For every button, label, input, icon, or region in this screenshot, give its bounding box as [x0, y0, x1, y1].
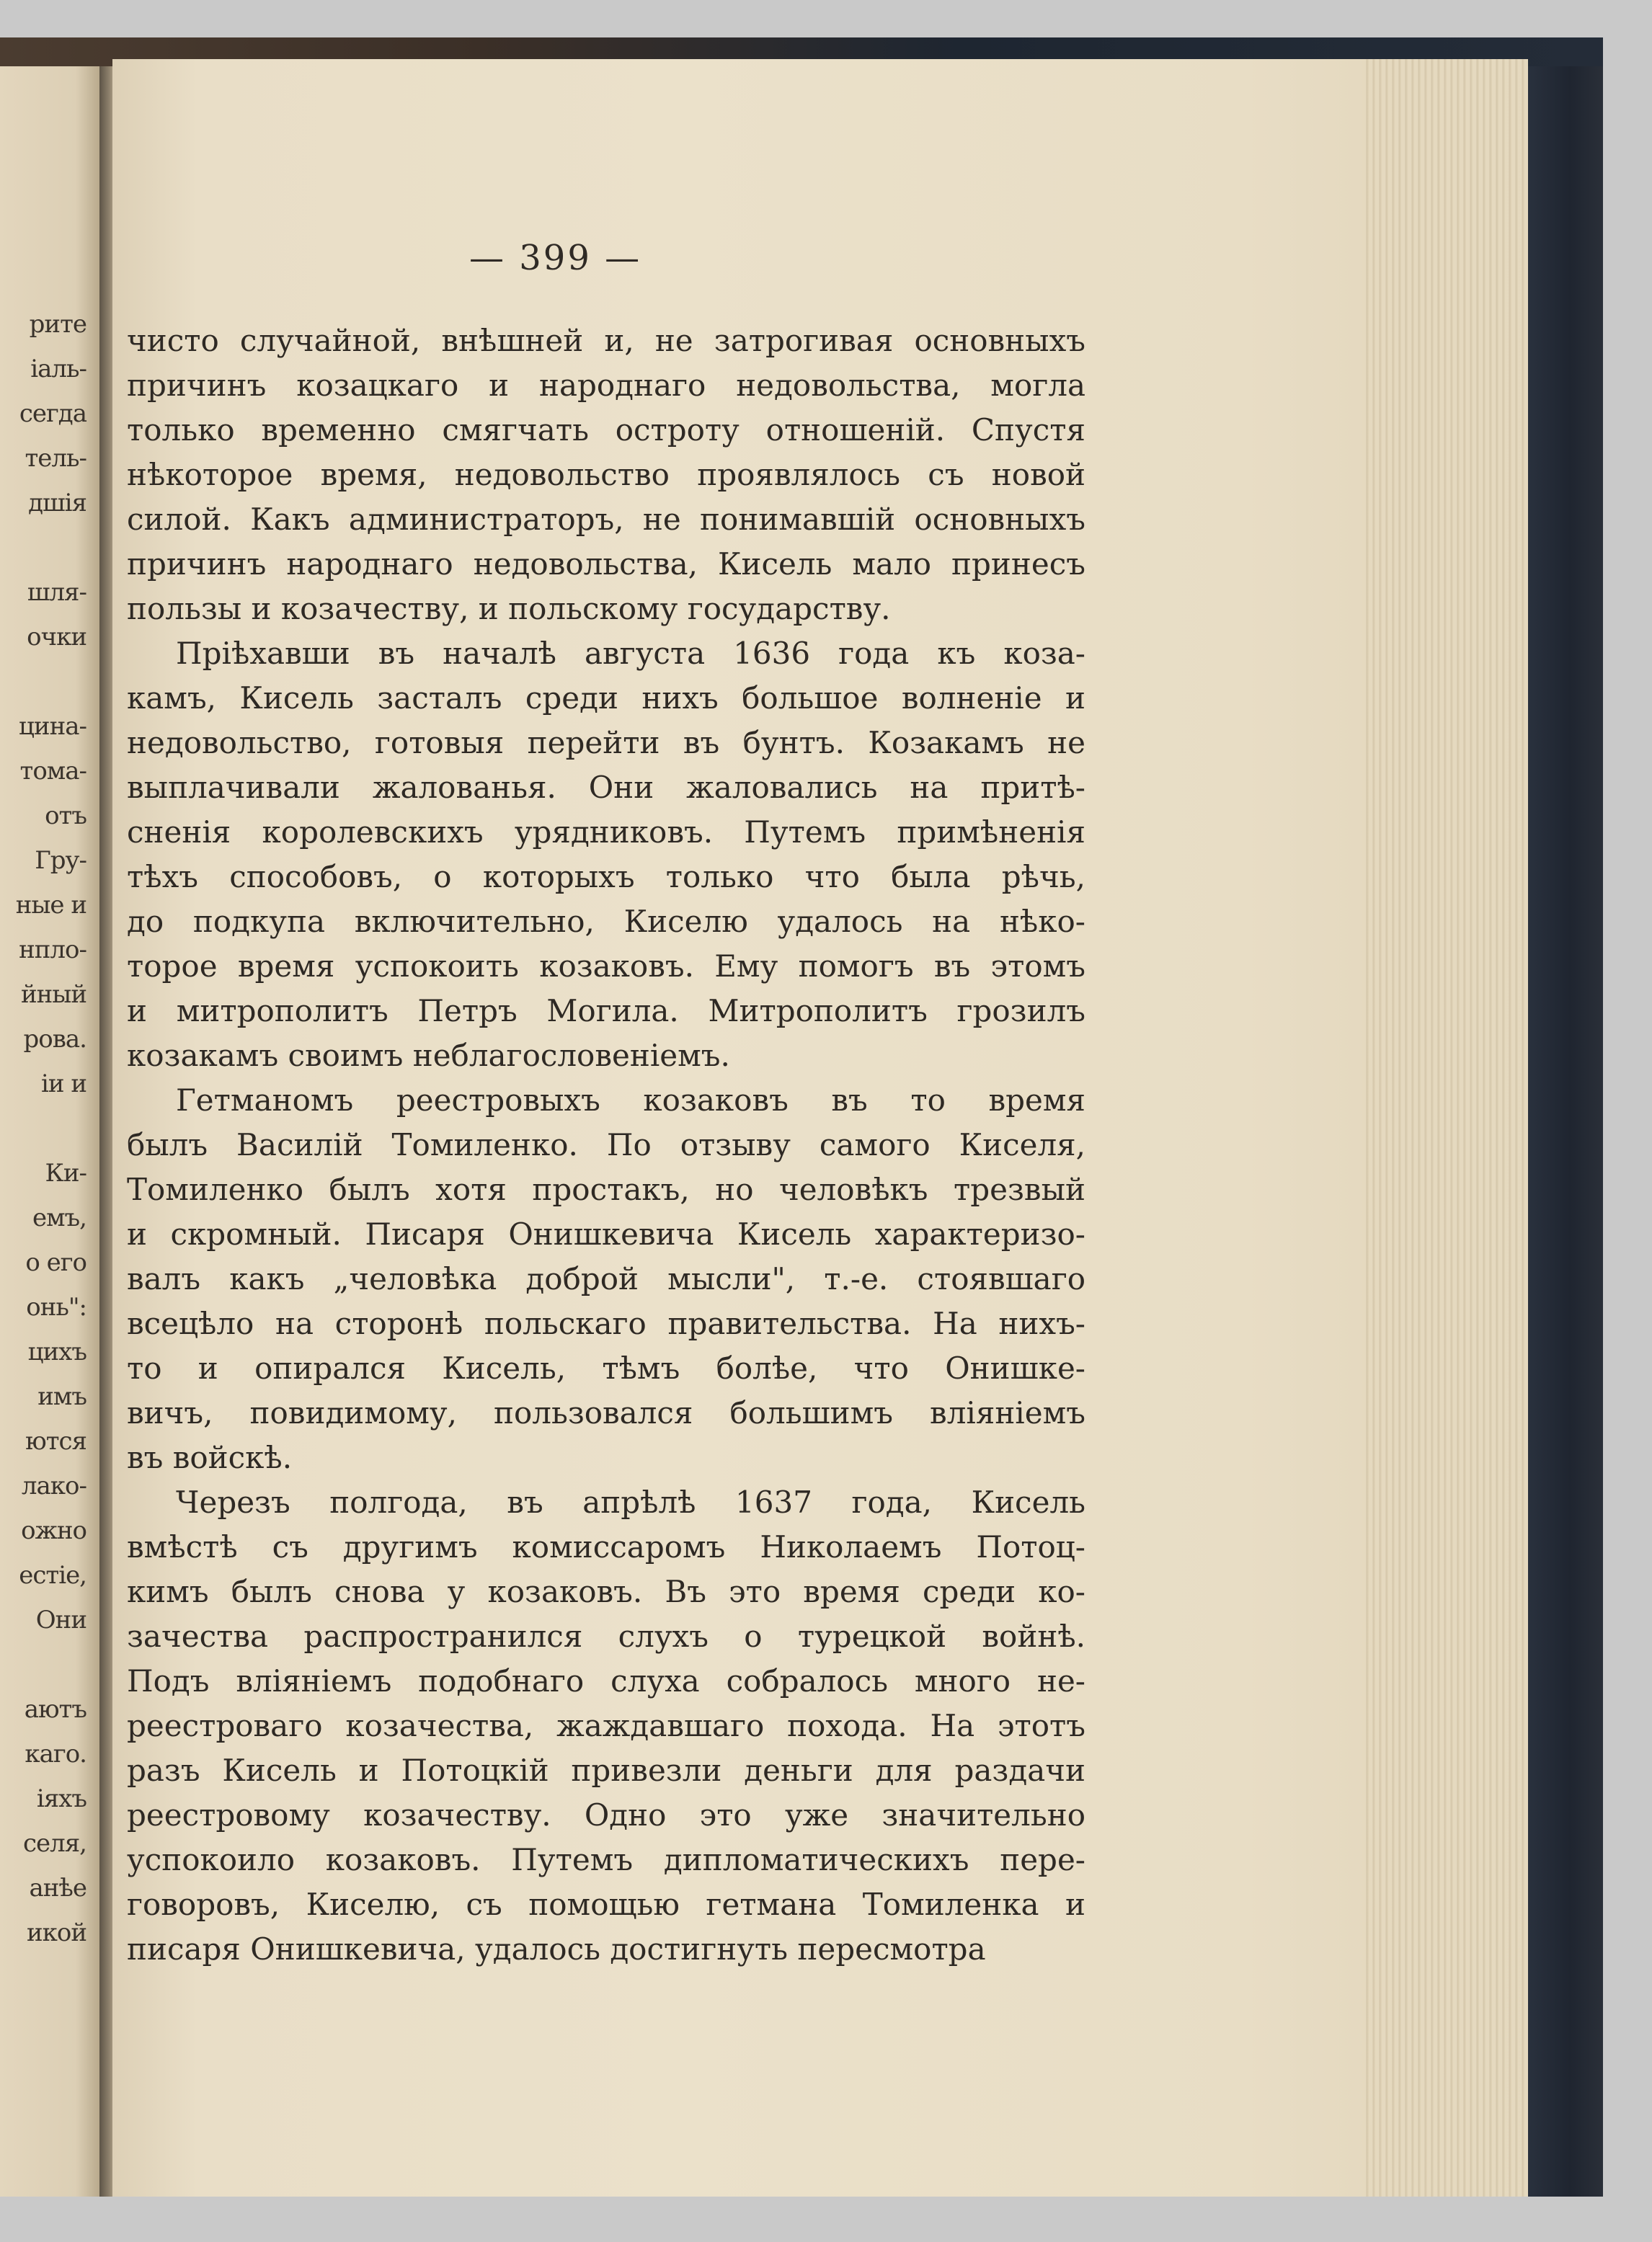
text-line: въ войскѣ.: [127, 1440, 293, 1475]
previous-page-fragment: естіе,: [19, 1561, 86, 1590]
text-line: вичъ, повидимому, пользовался большимъ вліяніемъ: [127, 1395, 1085, 1431]
previous-page-fragment: Они: [35, 1606, 86, 1634]
previous-page-fragment: сегда: [19, 399, 86, 428]
text-line: камъ, Кисель засталъ среди нихъ большое волненіе и: [127, 680, 1085, 716]
text-line: причинъ народнаго недовольства, Кисель мало принесъ: [127, 546, 1085, 582]
previous-page-fragment: ются: [25, 1427, 86, 1456]
previous-page-fragment: іаль-: [30, 355, 86, 383]
previous-page-fragment: цина-: [19, 712, 86, 741]
previous-page-fragment: тель-: [25, 444, 86, 473]
text-line: Подъ вліяніемъ подобнаго слуха собралось много не-: [127, 1663, 1085, 1699]
body-text: [127, 319, 1085, 1972]
previous-page-fragment: Гру-: [35, 846, 86, 875]
text-line: тѣхъ способовъ, о которыхъ только что была рѣчь,: [127, 859, 1085, 894]
text-line: разъ Кисель и Потоцкій привезли деньги для раздачи: [127, 1753, 1085, 1788]
text-line: до подкупа включительно, Киселю удалось на нѣко-: [127, 904, 1085, 939]
previous-page-fragment: имъ: [37, 1382, 86, 1411]
previous-page-fragment: цихъ: [27, 1338, 86, 1366]
text-line: только временно смягчать остроту отношеній. Спустя: [127, 412, 1085, 448]
text-line: причинъ козацкаго и народнаго недовольства, могла: [127, 368, 1085, 403]
text-line: то и опирался Кисель, тѣмъ болѣе, что Онишке-: [127, 1351, 1085, 1386]
previous-page-fragment: селя,: [22, 1829, 86, 1858]
previous-page-fragment: емъ,: [32, 1204, 86, 1232]
text-line: Черезъ полгода, въ апрѣлѣ 1637 года, Кисель: [176, 1485, 1085, 1520]
scan-background-right: [1521, 66, 1603, 2197]
text-line: Гетманомъ реестровыхъ козаковъ въ то время: [176, 1082, 1085, 1118]
text-line: пользы и козачеству, и польскому государству.: [127, 591, 891, 626]
previous-page-fragment: дшія: [28, 489, 86, 517]
text-line: козакамъ своимъ неблагословеніемъ.: [127, 1038, 730, 1073]
text-line: валъ какъ „человѣка доброй мысли", т.-е. стоявшаго: [127, 1261, 1085, 1296]
text-line: нѣкоторое время, недовольство проявлялось съ новой: [127, 457, 1085, 492]
previous-page-fragment: рите: [29, 310, 86, 339]
previous-page-fragment: нпло-: [19, 935, 86, 964]
previous-page-fragment: икой: [26, 1918, 86, 1947]
book-page-399: [112, 59, 1528, 2197]
text-line: и скромный. Писаря Онишкевича Кисель характеризо-: [127, 1216, 1085, 1252]
previous-page-fragment: очки: [27, 623, 86, 651]
text-line: чисто случайной, внѣшней и, не затрогивая основныхъ: [127, 323, 1085, 358]
previous-page-fragment: рова.: [23, 1025, 86, 1054]
text-line: и митрополитъ Петръ Могила. Митрополитъ грозилъ: [127, 993, 1085, 1028]
text-line: выплачивали жалованья. Они жаловались на притѣ-: [127, 770, 1085, 805]
previous-page-fragment: йный: [20, 980, 86, 1009]
text-line: Томиленко былъ хотя простакъ, но человѣкъ трезвый: [127, 1172, 1085, 1207]
previous-page-fragment: Ки-: [45, 1159, 86, 1188]
text-line: писаря Онишкевича, удалось достигнуть пересмотра: [127, 1931, 986, 1967]
previous-page-fragment: онь":: [26, 1293, 86, 1322]
previous-page-fragment: лако-: [21, 1472, 86, 1500]
text-line: Пріѣхавши въ началѣ августа 1636 года къ коза-: [176, 636, 1085, 671]
previous-page-fragment: тома-: [19, 757, 86, 786]
page-number: — 399 —: [469, 238, 642, 278]
text-line: реестровому козачеству. Одно это уже значительно: [127, 1797, 1085, 1833]
text-line: успокоило козаковъ. Путемъ дипломатическихъ пере-: [127, 1842, 1085, 1877]
text-line: силой. Какъ администраторъ, не понимавшій основныхъ: [127, 502, 1085, 537]
previous-page-fragment: ные и: [15, 891, 86, 920]
text-line: всецѣло на сторонѣ польскаго правительства. На нихъ-: [127, 1306, 1085, 1341]
previous-page-fragment: каго.: [25, 1740, 86, 1769]
previous-page-edge: [0, 66, 108, 2197]
previous-page-fragment: анѣе: [29, 1874, 86, 1903]
previous-page-fragment: аютъ: [24, 1695, 86, 1724]
page-stack-edges: [1362, 59, 1528, 2197]
previous-page-fragment: о его: [25, 1248, 86, 1277]
text-line: кимъ былъ снова у козаковъ. Въ это время среди ко-: [127, 1574, 1085, 1609]
previous-page-fragment: шля-: [27, 578, 86, 607]
previous-page-fragment: іяхъ: [36, 1784, 86, 1813]
text-line: говоровъ, Киселю, съ помощью гетмана Томиленка и: [127, 1887, 1085, 1922]
text-line: сненія королевскихъ урядниковъ. Путемъ примѣненія: [127, 814, 1085, 850]
text-line: реестроваго козачества, жаждавшаго похода. На этотъ: [127, 1708, 1085, 1743]
text-line: вмѣстѣ съ другимъ комиссаромъ Николаемъ Потоц-: [127, 1529, 1085, 1565]
previous-page-fragment: отъ: [45, 801, 86, 830]
scanned-book-spread: [0, 37, 1603, 2197]
previous-page-fragment: ожно: [21, 1516, 86, 1545]
text-line: торое время успокоить козаковъ. Ему помогъ въ этомъ: [127, 948, 1085, 984]
previous-page-fragment: іи и: [40, 1069, 86, 1098]
text-line: недовольство, готовыя перейти въ бунтъ. Козакамъ не: [127, 725, 1085, 760]
text-line: былъ Василій Томиленко. По отзыву самого Киселя,: [127, 1127, 1085, 1162]
text-line: зачества распространился слухъ о турецкой войнѣ.: [127, 1619, 1085, 1654]
